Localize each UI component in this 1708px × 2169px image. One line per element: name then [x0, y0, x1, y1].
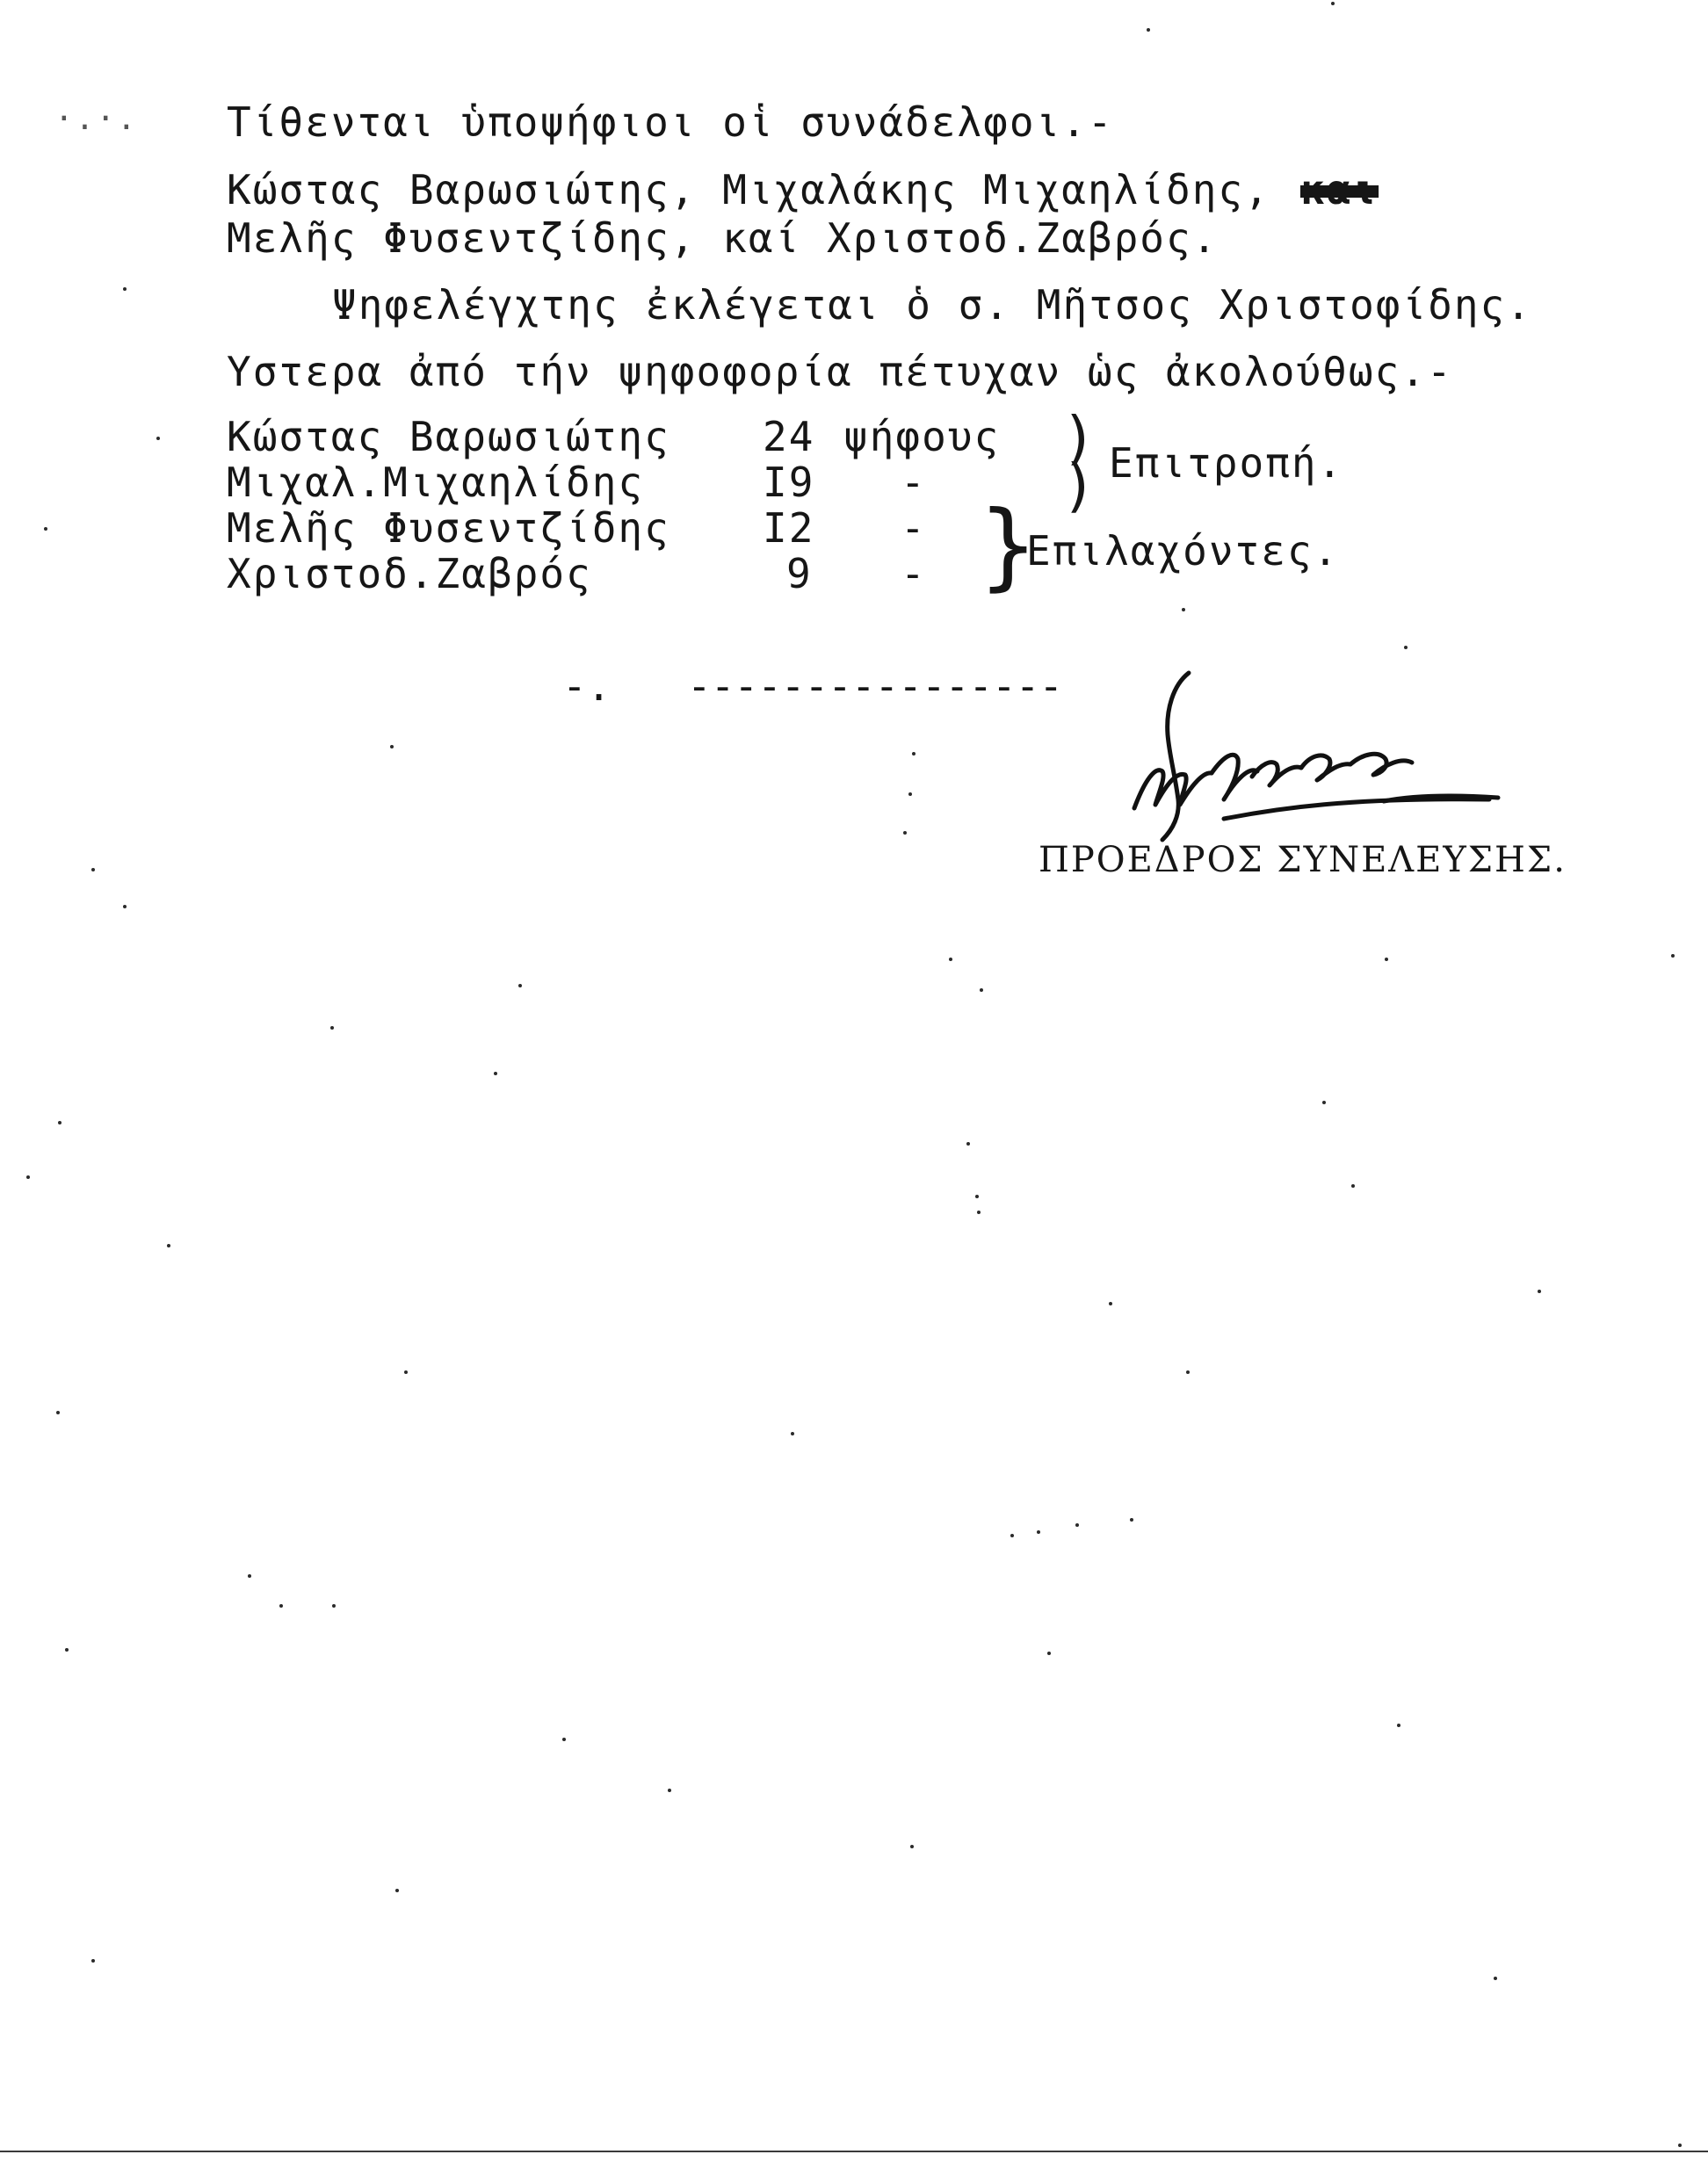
scan-speck: [248, 1574, 251, 1578]
result-intro-line: Υστερα ἀπό τήν ψηφοφορία πέτυχαν ὡς ἀκολούθως.-: [227, 348, 1453, 395]
scan-speck: [1186, 1370, 1190, 1374]
scan-speck: [1678, 2144, 1682, 2147]
scan-speck: [123, 287, 127, 291]
scan-speck: [518, 984, 522, 987]
scan-speck: [1109, 1302, 1112, 1305]
signature-title: ΠΡΟΕΔΡΟΣ ΣΥΝΕΛΕΥΣΗΣ.: [1039, 840, 1567, 880]
scan-speck: [1385, 958, 1388, 961]
scan-speck: [91, 1959, 95, 1963]
scan-speck: [58, 1121, 62, 1124]
scan-speck: [975, 1195, 979, 1198]
scan-speck: [44, 527, 47, 531]
dash-line: ----------------: [687, 662, 1063, 710]
result-unit: -: [901, 459, 927, 506]
dash-mark: -.: [562, 662, 612, 710]
result-votes: I2: [763, 504, 815, 552]
scan-speck: [910, 1845, 914, 1848]
scan-speck: [65, 1648, 69, 1652]
scan-speck: [1010, 1534, 1014, 1537]
scan-speck: [330, 1026, 334, 1030]
scan-speck: [91, 868, 95, 871]
scan-speck: [668, 1789, 671, 1792]
scan-speck: [1182, 608, 1185, 611]
scan-speck: [123, 905, 127, 908]
result-name: Χριστοδ.Ζαβρός: [227, 550, 592, 597]
scan-speck: [1671, 954, 1675, 958]
result-votes: 24: [763, 413, 815, 460]
scan-speck: [1147, 28, 1150, 32]
scan-speck: [1397, 1724, 1400, 1727]
struck-word: και: [1300, 166, 1379, 213]
scan-speck: [494, 1072, 497, 1075]
scan-speck: [404, 1370, 408, 1374]
scan-speck: [1037, 1530, 1040, 1534]
close-paren-icon: ): [1061, 404, 1096, 472]
group-committee-label: Επιτροπή.: [1109, 439, 1344, 487]
intro-line: Τίθενται ὑποψήφιοι οἱ συνάδελφοι.-: [227, 98, 1114, 146]
scan-speck: [26, 1175, 30, 1179]
scan-speck: [977, 1211, 981, 1214]
scan-speck: [791, 1432, 794, 1435]
candidates-line-2: Μελῆς Φυσεντζίδης, καί Χριστοδ.Ζαβρός.: [227, 214, 1219, 262]
scan-speck: [279, 1604, 283, 1608]
group-substitutes-label: Επιλαχόντες.: [1026, 527, 1340, 575]
scan-speck: [156, 437, 160, 440]
scan-speck: [1494, 1977, 1497, 1980]
result-unit: ψήφους: [843, 413, 1001, 460]
scan-speck: [1130, 1518, 1133, 1522]
right-brace-icon: }: [980, 491, 1038, 601]
scan-speck: [56, 1411, 60, 1414]
result-name: Μιχαλ.Μιχαηλίδης: [227, 459, 645, 506]
scan-speck: [912, 752, 916, 756]
scan-speck: [980, 988, 983, 992]
scan-speck: [1322, 1101, 1326, 1104]
scan-speck: [1075, 1523, 1079, 1527]
scan-speck: [949, 958, 952, 961]
scan-speck: [1331, 2, 1335, 5]
scan-speck: [395, 1889, 399, 1892]
scan-speck: [332, 1604, 336, 1608]
scan-speck: [562, 1738, 566, 1741]
result-unit: -: [901, 504, 927, 552]
candidates-line-1: Κώστας Βαρωσιώτης, Μιχαλάκης Μιχαηλίδης,: [227, 166, 1270, 213]
bottom-rule: [0, 2151, 1708, 2152]
scan-speck: [390, 745, 394, 748]
scan-speck: [1047, 1652, 1051, 1655]
result-name: Κώστας Βαρωσιώτης: [227, 413, 670, 460]
scan-speck: [908, 792, 912, 796]
result-unit: -: [901, 550, 927, 597]
close-paren-icon: ): [1061, 452, 1096, 519]
scan-speck: [1538, 1290, 1541, 1293]
scan-speck: [903, 831, 907, 835]
margin-marks: ·.·.: [54, 101, 138, 137]
result-votes: 9: [786, 550, 813, 597]
scan-speck: [1351, 1184, 1355, 1188]
scan-speck: [1404, 646, 1408, 649]
auditor-line: Ψηφελέγχτης ἐκλέγεται ὁ σ. Μῆτσος Χριστοφίδης.: [332, 281, 1532, 329]
scan-speck: [966, 1142, 970, 1146]
result-votes: I9: [763, 459, 815, 506]
result-name: Μελῆς Φυσεντζίδης: [227, 504, 670, 552]
scan-speck: [167, 1244, 170, 1247]
